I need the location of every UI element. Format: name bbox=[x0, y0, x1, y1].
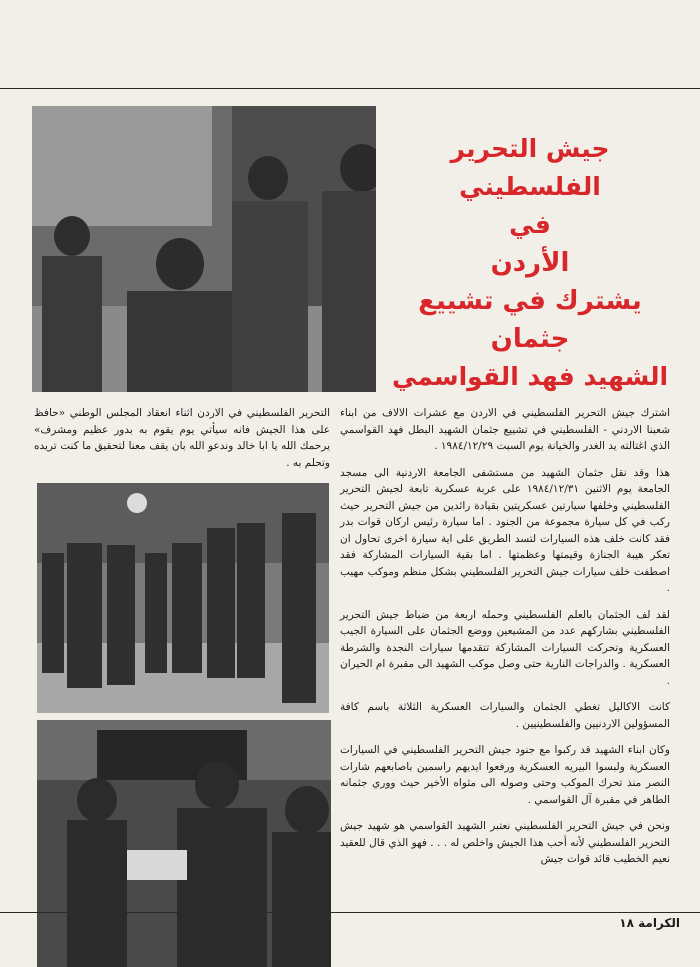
article-paragraph: كانت الاكاليل تغطي الجثمان والسيارات العسكرية الثلاثة باسم كافة المسؤولين الاردنيين والفلسطينيين . bbox=[340, 701, 670, 730]
photo-funeral-icon bbox=[37, 720, 331, 967]
article-paragraph: وكان ابناء الشهيد قد ركبوا مع جنود جيش التحرير الفلسطيني في السيارات العسكرية ولبسوا البيريه العسكرية ورفعوا ايديهم راسمين باصابعهم شارات النصر منذ تحرك الموكب وحتى وصوله الى مثواه الأخير حيث ووري جثمانه الطاهر في مقبرة آل القواسمي . bbox=[340, 744, 670, 806]
page-footer: الكرامة ١٨ bbox=[619, 916, 680, 930]
article-body-left bbox=[34, 405, 330, 481]
article-paragraph: لقد لف الجثمان بالعلم الفلسطيني وحمله اربعة من ضباط جيش التحرير الفلسطيني بشاركهم عدد من المشيعين ووضع الجثمان على السيارة الجيب العسكرية وتحركت السيارات المشاركة تتقدمها سيارات النجدة والشرطة العسكرية . والدراجات النارية حتى وصل موكب الشهيد الى مقبرة ام الحيران . bbox=[340, 608, 670, 687]
photo-funeral bbox=[37, 720, 331, 967]
article-headline bbox=[380, 130, 680, 396]
headline-line-5: الشهيد فهد القواسمي bbox=[391, 362, 669, 391]
top-rule bbox=[0, 88, 700, 89]
article-continuation: التحرير الفلسطيني في الاردن اثناء انعقاد المجلس الوطني «حافظ على هذا الجيش فانه سيأتي يوم يقوم به بدور عظيم ومشرف» يرحمك الله يا ابا خالد وندعو الله بان يقف معنا لتحقيق ما كنت تريده وتحلم به . bbox=[34, 407, 330, 469]
headline-line-3: الأردن bbox=[490, 248, 570, 278]
headline-line-4: يشترك في تشييع جثمان bbox=[418, 286, 642, 354]
photo-procession-icon bbox=[37, 483, 329, 713]
photo-procession bbox=[37, 483, 329, 713]
photo-officers bbox=[32, 106, 376, 392]
bottom-rule bbox=[0, 912, 700, 913]
article-paragraph: اشترك جيش التحرير الفلسطيني في الاردن مع عشرات الالاف من ابناء شعبنا الاردني - الفلسطيني في تشييع جثمان الشهيد البطل فهد القواسمي الذي اغتالته يد الغدر والخيانة يوم السبت ١٩٨٤/١٢/٢٩ . bbox=[340, 407, 670, 452]
headline-line-2: في bbox=[509, 210, 551, 239]
headline-line-1: جيش التحرير الفلسطيني bbox=[450, 134, 610, 201]
article-body-right bbox=[340, 405, 670, 878]
photo-officers-icon bbox=[32, 106, 376, 392]
article-paragraph: ونحن في جيش التحرير الفلسطيني نعتبر الشهيد القواسمي هو شهيد جيش التحرير الفلسطيني لأنه أحب هذا الجيش واخلص له . . . فهو الذي قال للعقيد نعيم الخطيب قائد قوات جيش bbox=[340, 820, 670, 865]
article-paragraph: هذا وقد نقل جثمان الشهيد من مستشفى الجامعة الاردنية الى مسجد الجامعة يوم الاثنين ١٩٨٤/١٢/٣١ على عربة عسكرية تابعة لجيش التحرير الفلسطيني وخلفها سيارتين عسكريتين بقيادة رائدين من جيش التحرير حيث ركب في كل سيارة مجموعة من الجنود . اما سيارة رئيس اركان قوات بدر فقد كانت خلف هذه السيارات لتسد الطريق على اية سيارة اخرى تحاول ان تعكر هيبة الجنازة وقيمتها وعظمتها . اما بقية السيارات المشاركة فقد اصطفت خلف سيارات جيش التحرير الفلسطيني بشكل منظم وموكب مهيب . bbox=[340, 466, 670, 594]
